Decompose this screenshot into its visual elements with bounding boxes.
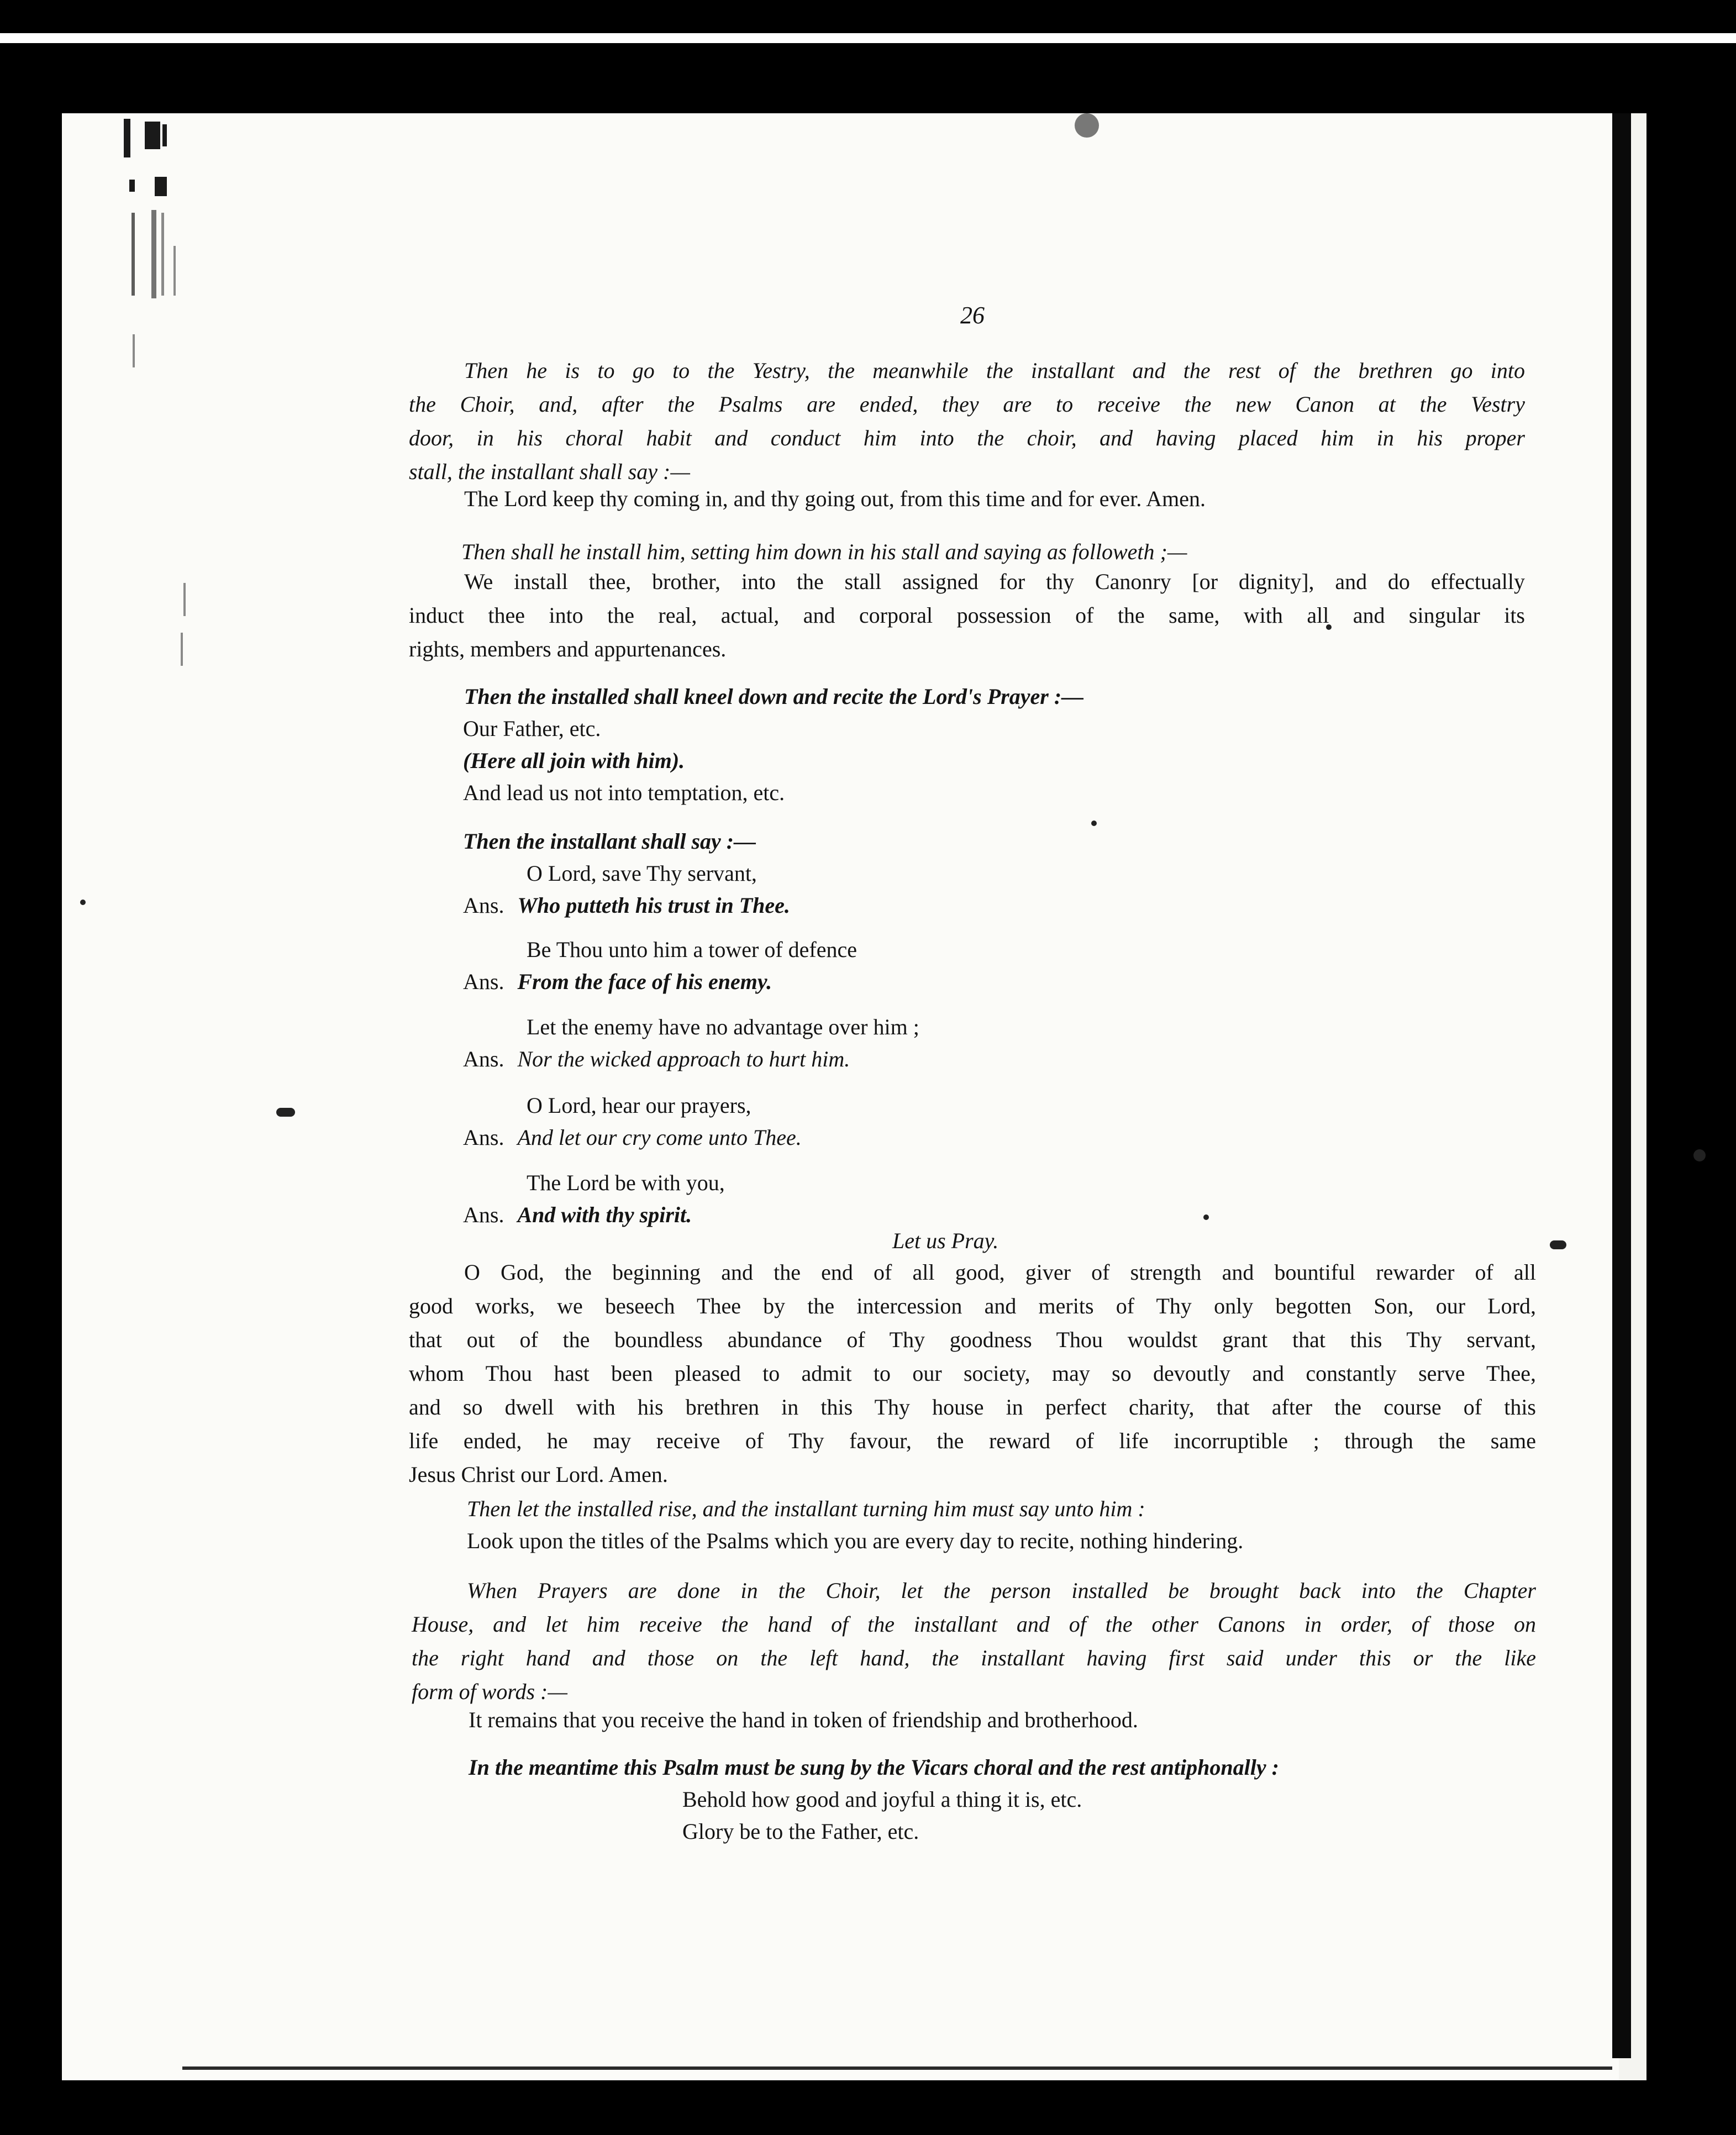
rubric-line: the right hand and those on the left hand, the installant having first said under this or the like <box>412 1645 1536 1670</box>
spine-marks <box>62 113 200 2080</box>
rubric-line: the Choir, and, after the Psalms are ended, they are to receive the new Canon at the Vestry <box>409 392 1525 417</box>
versicle: The Lord be with you, <box>527 1170 725 1195</box>
ink-blot <box>1075 113 1099 138</box>
text-gloria: Glory be to the Father, etc. <box>682 1819 919 1844</box>
text-line: induct thee into the real, actual, and corporal possession of the same, with all and singular its <box>409 603 1525 628</box>
ink-speck <box>1203 1214 1209 1220</box>
text-psalm-incipit: Behold how good and joyful a thing it is, etc. <box>682 1787 1082 1812</box>
response-text: Nor the wicked approach to hurt him. <box>517 1047 850 1071</box>
response-line <box>463 965 772 998</box>
ans-label: Ans. <box>463 969 504 994</box>
text-line: good works, we beseech Thee by the intercession and merits of Thy only begotten Son, our Lord, <box>409 1293 1536 1318</box>
page-number: 26 <box>960 302 985 329</box>
text-line: whom Thou hast been pleased to admit to our society, may so devoutly and constantly serve Thee, <box>409 1361 1536 1386</box>
rubric-all-join: (Here all join with him). <box>463 748 685 773</box>
text-line: O God, the beginning and the end of all good, giver of strength and bountiful rewarder of all <box>464 1260 1536 1285</box>
text-line: and so dwell with his brethren in this Thy house in perfect charity, that after the course of this <box>409 1395 1536 1419</box>
rubric-lords-prayer: Then the installed shall kneel down and recite the Lord's Prayer :— <box>464 684 1084 709</box>
text-receive-hand: It remains that you receive the hand in token of friendship and brotherhood. <box>469 1707 1138 1732</box>
rubric-line: Then he is to go to the Yestry, the meanwhile the installant and the rest of the brethren go into <box>464 358 1525 383</box>
response-text: Who putteth his trust in Thee. <box>517 893 790 918</box>
rubric-line: House, and let him receive the hand of the installant and of the other Canons in order, of those on <box>412 1612 1536 1637</box>
ink-speck <box>1091 821 1097 826</box>
versicle: O Lord, hear our prayers, <box>527 1093 751 1118</box>
response-line <box>463 888 790 922</box>
binding-shadow <box>1612 113 1631 2058</box>
ans-label: Ans. <box>463 893 504 918</box>
ink-speck <box>1550 1240 1566 1249</box>
text-line: rights, members and appurtenances. <box>409 637 727 661</box>
response-text: And let our cry come unto Thee. <box>517 1125 802 1150</box>
ans-label: Ans. <box>463 1047 504 1071</box>
text-lead-us: And lead us not into temptation, etc. <box>463 780 785 805</box>
rubric-line: door, in his choral habit and conduct him into the choir, and having placed him in his proper <box>409 425 1525 450</box>
rubric-line: form of words :— <box>412 1679 567 1704</box>
page-bottom-edge <box>182 2066 1612 2070</box>
response-line <box>463 1121 802 1154</box>
response-text: And with thy spirit. <box>517 1202 692 1227</box>
versicle: Let the enemy have no advantage over him ; <box>527 1014 919 1039</box>
rubric-line: stall, the installant shall say :— <box>409 459 690 484</box>
text-look-upon: Look upon the titles of the Psalms which you are every day to recite, nothing hindering. <box>467 1528 1244 1553</box>
ans-label: Ans. <box>463 1202 504 1227</box>
versicle: Be Thou unto him a tower of defence <box>527 937 857 962</box>
text-our-father: Our Father, etc. <box>463 716 601 741</box>
rubric-line: When Prayers are done in the Choir, let the person installed be brought back into the Chapter <box>467 1578 1536 1603</box>
rubric-psalm: In the meantime this Psalm must be sung by the Vicars choral and the rest antiphonally : <box>469 1755 1279 1780</box>
response-line <box>463 1042 850 1076</box>
text-line: We install thee, brother, into the stall assigned for thy Canonry [or dignity], and do effectually <box>464 569 1525 594</box>
versicle: O Lord, save Thy servant, <box>527 861 757 886</box>
response-line <box>463 1198 692 1232</box>
rubric-vestry <box>409 354 1525 488</box>
text-line: Jesus Christ our Lord. Amen. <box>409 1462 668 1487</box>
text-installation <box>409 565 1525 666</box>
rubric-let-us-pray: Let us Pray. <box>892 1228 999 1253</box>
ans-label: Ans. <box>463 1125 504 1150</box>
ink-speck <box>80 900 86 905</box>
rubric-chapter-house <box>412 1574 1536 1708</box>
text-blessing: The Lord keep thy coming in, and thy going out, from this time and for ever. Amen. <box>464 486 1206 511</box>
ink-speck <box>1693 1149 1706 1161</box>
response-text: From the face of his enemy. <box>517 969 772 994</box>
rubric-install: Then shall he install him, setting him down in his stall and saying as followeth ;— <box>461 539 1187 564</box>
text-line: that out of the boundless abundance of Thy goodness Thou wouldst grant that this Thy servant, <box>409 1327 1536 1352</box>
rubric-installed-rise: Then let the installed rise, and the installant turning him must say unto him : <box>467 1496 1145 1521</box>
ink-speck <box>276 1108 295 1117</box>
rubric-installant-say: Then the installant shall say :— <box>463 829 756 854</box>
text-collect <box>409 1255 1536 1491</box>
text-line: life ended, he may receive of Thy favour, the reward of life incorruptible ; through the same <box>409 1428 1536 1453</box>
scan-top-rule <box>0 33 1736 43</box>
